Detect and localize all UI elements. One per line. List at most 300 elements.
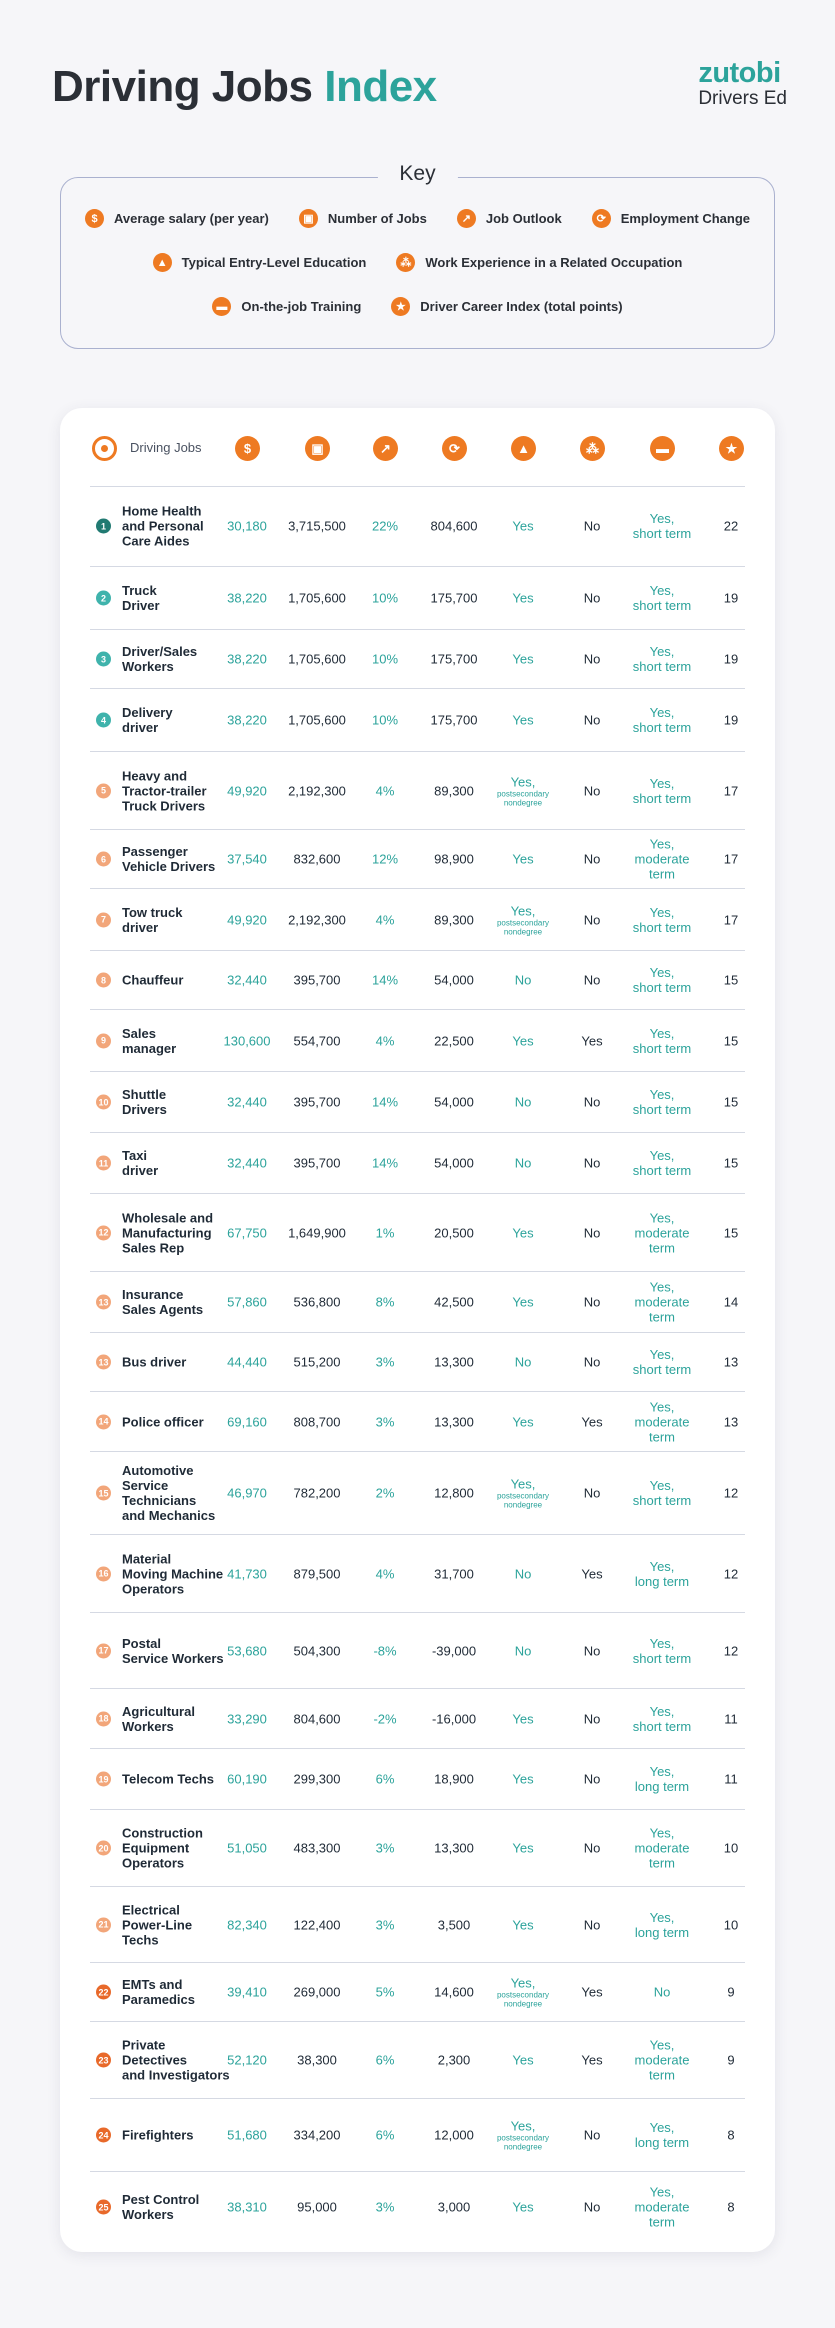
index-points: 15 <box>723 1033 739 1048</box>
employment-change: 18,900 <box>434 1771 474 1787</box>
index-points: 19 <box>723 651 739 667</box>
outlook-value: 3% <box>375 1917 395 1932</box>
training-value: No <box>653 1984 671 2000</box>
outlook-value: 1% <box>375 1225 395 1240</box>
employment-change: 804,600 <box>430 518 478 534</box>
key-item <box>457 209 562 228</box>
jobs-count: 38,300 <box>297 2052 337 2068</box>
rank-badge: 13 <box>96 1355 111 1370</box>
key-label: Job Outlook <box>485 211 562 226</box>
table-row <box>90 1689 745 1749</box>
index-points: 22 <box>723 518 739 534</box>
employment-change: 89,300 <box>434 783 474 798</box>
employment-change: 2,300 <box>437 2052 471 2068</box>
education-value <box>512 852 533 867</box>
salary-value: 46,970 <box>227 1485 267 1501</box>
table-header <box>90 436 745 492</box>
index-points: 8 <box>727 2127 735 2143</box>
index-points: 19 <box>723 590 739 606</box>
rank-badge: 11 <box>96 1156 111 1171</box>
jobs-count: 804,600 <box>293 1711 341 1726</box>
salary-value: 38,220 <box>227 712 267 728</box>
page-header <box>52 58 787 118</box>
education-label: No <box>514 1094 532 1110</box>
car-icon: ▬ <box>212 297 231 316</box>
salary-value: 69,160 <box>227 1414 267 1429</box>
jobs-count: 395,700 <box>293 1094 341 1110</box>
training-value: Yes, short term <box>632 1703 692 1734</box>
salary-value: 30,180 <box>227 518 267 534</box>
training-value: Yes, moderate term <box>634 1399 690 1444</box>
jobs-count: 1,705,600 <box>288 651 346 667</box>
table-row <box>90 1133 745 1194</box>
education-note: postsecondary nondegree <box>496 1491 550 1510</box>
job-title: Wholesale and Manufacturing Sales Rep <box>122 1210 214 1255</box>
training-value: Yes, short term <box>632 1478 692 1508</box>
rank-badge: 22 <box>96 1985 111 2000</box>
outlook-value: 8% <box>375 1294 395 1310</box>
trend-up-icon: ↗ <box>457 209 476 228</box>
table-row <box>90 1452 745 1535</box>
jobs-count: 334,200 <box>293 2127 341 2143</box>
salary-value: 38,220 <box>227 651 267 667</box>
salary-value: 32,440 <box>227 1155 267 1171</box>
experience-value: No <box>583 651 601 667</box>
experience-value: No <box>583 1155 601 1171</box>
experience-value: No <box>583 1711 601 1726</box>
experience-value: No <box>583 2127 601 2143</box>
rank-badge: 5 <box>96 783 111 798</box>
outlook-value: 6% <box>375 2052 395 2068</box>
rank-badge: 18 <box>96 1711 111 1726</box>
education-note: postsecondary nondegree <box>496 918 550 936</box>
employment-change: 12,800 <box>434 1485 474 1501</box>
rank-badge: 21 <box>96 1917 111 1932</box>
experience-value: Yes <box>581 1984 603 2000</box>
employment-change: 175,700 <box>430 590 478 606</box>
education-label: Yes <box>512 1917 534 1932</box>
employment-change: -39,000 <box>431 1643 477 1658</box>
job-title: Agricultural Workers <box>122 1703 195 1734</box>
education-label: No <box>514 1155 532 1171</box>
job-title: Private Detectives and Investigators <box>122 2037 230 2083</box>
outlook-value: 10% <box>371 590 399 606</box>
job-title: Bus driver <box>122 1354 187 1370</box>
training-value: Yes, short term <box>632 965 692 995</box>
rank-badge: 8 <box>96 973 111 988</box>
page-title <box>52 62 437 112</box>
index-points: 12 <box>723 1485 739 1501</box>
experience-value: No <box>583 1643 601 1658</box>
education-label: Yes <box>512 2199 534 2215</box>
rank-badge: 2 <box>96 591 111 606</box>
training-value: Yes, moderate term <box>634 1210 690 1255</box>
jobs-count: 536,800 <box>293 1294 341 1310</box>
rank-badge: 16 <box>96 1566 111 1581</box>
jobs-count: 808,700 <box>293 1414 341 1429</box>
salary-value: 49,920 <box>227 912 267 927</box>
rank-badge: 1 <box>96 519 111 534</box>
training-value: Yes, moderate term <box>634 836 690 882</box>
employment-change: 175,700 <box>430 651 478 667</box>
employment-change: 3,000 <box>437 2199 471 2215</box>
education-value <box>512 519 533 534</box>
salary-value: 67,750 <box>227 1225 267 1240</box>
experience-value: No <box>583 1917 601 1932</box>
jobs-count: 483,300 <box>293 1840 341 1856</box>
rank-badge: 24 <box>96 2128 111 2143</box>
table-row <box>90 1392 745 1452</box>
experience-value: No <box>583 851 601 867</box>
jobs-count: 1,649,900 <box>288 1225 346 1240</box>
key-label: Average salary (per year) <box>114 211 269 226</box>
job-title: Driver/Sales Workers <box>122 644 198 674</box>
table-row <box>90 1010 745 1072</box>
training-value: Yes, long term <box>634 1909 690 1940</box>
rank-badge: 4 <box>96 713 111 728</box>
outlook-value: 14% <box>371 972 399 988</box>
table-row <box>90 1810 745 1887</box>
index-points: 8 <box>727 2199 735 2215</box>
education-label: Yes, <box>510 1975 536 1991</box>
education-label: Yes <box>512 712 534 728</box>
education-value <box>515 1566 532 1581</box>
key-label: Number of Jobs <box>327 211 427 226</box>
experience-value: No <box>583 1294 601 1310</box>
education-label: Yes, <box>510 903 536 918</box>
rank-badge: 20 <box>96 1841 111 1856</box>
salary-value: 37,540 <box>227 851 267 867</box>
rank-badge: 7 <box>96 912 111 927</box>
trend-up-icon: ↗ <box>373 436 398 461</box>
salary-value: 51,050 <box>227 1840 267 1856</box>
index-points: 11 <box>724 1711 738 1726</box>
rank-badge: 13 <box>96 1295 111 1310</box>
refresh-icon: ⟳ <box>442 436 467 461</box>
salary-value: 57,860 <box>227 1294 267 1310</box>
jobs-count: 832,600 <box>293 851 341 867</box>
education-value <box>512 1711 533 1726</box>
table-row <box>90 2172 745 2242</box>
table-row <box>90 486 745 567</box>
employment-change: 22,500 <box>434 1033 474 1048</box>
key-item <box>299 209 427 228</box>
education-value <box>515 1355 532 1370</box>
education-note: postsecondary nondegree <box>496 1990 550 2009</box>
education-value <box>512 1917 533 1932</box>
experience-value: Yes <box>581 1414 603 1429</box>
training-value: Yes, moderate term <box>634 1279 690 1325</box>
jobs-count: 1,705,600 <box>288 712 346 728</box>
jobs-count: 395,700 <box>293 1155 341 1171</box>
education-value <box>512 2200 533 2215</box>
outlook-value: 6% <box>375 1771 395 1787</box>
employment-change: 3,500 <box>437 1917 471 1932</box>
training-value: Yes, short term <box>632 1025 692 1056</box>
jobs-count: 395,700 <box>293 972 341 988</box>
rank-badge: 3 <box>96 652 111 667</box>
training-value: Yes, short term <box>632 904 692 935</box>
steering-wheel-icon <box>92 436 117 461</box>
rank-badge: 12 <box>96 1225 111 1240</box>
rank-badge: 25 <box>96 2200 111 2215</box>
education-label: Yes <box>512 1771 534 1787</box>
experience-value: No <box>583 1354 601 1370</box>
dollar-icon: $ <box>235 436 260 461</box>
index-points: 15 <box>723 972 739 988</box>
education-note: postsecondary nondegree <box>496 2133 550 2152</box>
job-title: Shuttle Drivers <box>122 1087 167 1117</box>
table-row <box>90 2022 745 2099</box>
education-label: Yes <box>512 851 534 867</box>
training-value: Yes, long term <box>634 1558 690 1589</box>
experience-value: No <box>583 1771 601 1787</box>
index-points: 12 <box>723 1566 739 1581</box>
experience-value: No <box>583 912 601 927</box>
employment-change: 54,000 <box>434 972 474 988</box>
education-value <box>512 713 533 728</box>
education-label: Yes <box>512 1033 534 1048</box>
table-body <box>90 486 745 2242</box>
key-row <box>61 297 774 316</box>
education-value <box>512 591 533 606</box>
training-value: Yes, short term <box>632 1087 692 1117</box>
jobs-count: 299,300 <box>293 1771 341 1787</box>
table-row <box>90 2099 745 2172</box>
outlook-value: 4% <box>375 912 395 927</box>
experience-value: No <box>583 783 601 798</box>
rank-badge: 6 <box>96 852 111 867</box>
star-icon: ★ <box>719 436 744 461</box>
key-row <box>61 253 774 272</box>
graduation-cap-icon: ▲ <box>511 436 536 461</box>
salary-value: 51,680 <box>227 2127 267 2143</box>
job-title: Firefighters <box>122 2127 194 2143</box>
outlook-value: 22% <box>371 518 399 534</box>
key-label: Typical Entry-Level Education <box>181 255 367 270</box>
education-value <box>512 2053 533 2068</box>
experience-value: No <box>583 2199 601 2215</box>
education-label: Yes <box>512 1711 534 1726</box>
education-label: Yes <box>512 651 534 667</box>
job-title: Postal Service Workers <box>122 1635 224 1666</box>
education-value <box>515 1643 532 1658</box>
experience-value: Yes <box>581 1033 603 1048</box>
outlook-value: 5% <box>375 1984 395 2000</box>
salary-value: 52,120 <box>227 2052 267 2068</box>
job-title: Taxi driver <box>122 1148 159 1178</box>
jobs-count: 122,400 <box>293 1917 341 1932</box>
rank-badge: 15 <box>96 1486 111 1501</box>
education-label: Yes <box>512 1414 534 1429</box>
table-row <box>90 1194 745 1272</box>
jobs-count: 879,500 <box>293 1566 341 1581</box>
table-row <box>90 889 745 951</box>
education-label: Yes <box>512 1225 534 1240</box>
education-label: Yes <box>512 1294 534 1310</box>
dollar-icon: $ <box>85 209 104 228</box>
education-label: Yes <box>512 2052 534 2068</box>
job-title: Home Health and Personal Care Aides <box>122 503 204 549</box>
salary-value: 82,340 <box>227 1917 267 1932</box>
experience-value: No <box>583 590 601 606</box>
education-value <box>497 774 549 807</box>
job-title: Telecom Techs <box>122 1771 214 1787</box>
education-label: No <box>514 1643 532 1658</box>
index-points: 15 <box>723 1094 739 1110</box>
zutobi-logo[interactable] <box>698 58 787 110</box>
table-row <box>90 1272 745 1333</box>
job-title: Insurance Sales Agents <box>122 1287 204 1317</box>
key-label: Work Experience in a Related Occupation <box>425 255 683 270</box>
key-label: On-the-job Training <box>241 299 362 314</box>
table-row <box>90 1535 745 1613</box>
jobs-count: 782,200 <box>293 1485 341 1501</box>
salary-value: 33,290 <box>227 1711 267 1726</box>
education-label: Yes, <box>510 1476 536 1492</box>
job-title: Truck Driver <box>122 583 160 613</box>
job-title: Material Moving Machine Operators <box>122 1551 224 1596</box>
employment-change: 175,700 <box>430 712 478 728</box>
outlook-value: 4% <box>375 1033 395 1048</box>
experience-value: No <box>583 1225 601 1240</box>
key-item <box>592 209 750 228</box>
job-title: Electrical Power-Line Techs <box>122 1902 193 1947</box>
salary-value: 38,220 <box>227 590 267 606</box>
index-points: 17 <box>723 783 739 798</box>
briefcase-icon: ▣ <box>305 436 330 461</box>
rank-badge: 17 <box>96 1643 111 1658</box>
key-item <box>212 297 361 316</box>
logo-brand: zutobi <box>698 57 781 89</box>
network-icon: ⁂ <box>396 253 415 272</box>
index-points: 15 <box>723 1155 739 1171</box>
jobs-count: 504,300 <box>293 1643 341 1658</box>
table-row <box>90 630 745 689</box>
training-value: Yes, short term <box>632 705 692 735</box>
table-row <box>90 689 745 752</box>
outlook-value: -2% <box>373 1711 397 1726</box>
index-points: 9 <box>727 1984 735 2000</box>
index-points: 14 <box>723 1294 739 1310</box>
outlook-value: 14% <box>371 1094 399 1110</box>
column-header-driving-jobs: Driving Jobs <box>130 440 202 455</box>
job-title: Heavy and Tractor-trailer Truck Drivers <box>122 768 207 813</box>
outlook-value: 2% <box>375 1485 395 1501</box>
outlook-value: 4% <box>375 1566 395 1581</box>
experience-value: No <box>583 972 601 988</box>
education-value <box>515 973 532 988</box>
table-row <box>90 830 745 889</box>
key-item <box>391 297 622 316</box>
training-value: Yes, short term <box>632 1148 692 1178</box>
education-value <box>512 1414 533 1429</box>
job-title: Police officer <box>122 1414 204 1429</box>
training-value: Yes, long term <box>634 2120 690 2150</box>
education-label: Yes <box>512 518 534 534</box>
briefcase-icon: ▣ <box>299 209 318 228</box>
outlook-value: -8% <box>373 1643 397 1658</box>
key-row <box>61 209 774 228</box>
outlook-value: 10% <box>371 651 399 667</box>
employment-change: 20,500 <box>434 1225 474 1240</box>
salary-value: 60,190 <box>227 1771 267 1787</box>
outlook-value: 4% <box>375 783 395 798</box>
rank-badge: 9 <box>96 1033 111 1048</box>
education-value <box>515 1095 532 1110</box>
network-icon: ⁂ <box>580 436 605 461</box>
employment-change: 31,700 <box>434 1566 474 1581</box>
education-value <box>515 1156 532 1171</box>
job-title: Chauffeur <box>122 972 184 988</box>
key-item <box>396 253 682 272</box>
employment-change: 42,500 <box>434 1294 474 1310</box>
index-points: 13 <box>723 1414 739 1429</box>
jobs-table-card <box>60 408 775 2252</box>
logo-subtitle: Drivers Ed <box>698 88 787 109</box>
employment-change: 13,300 <box>434 1414 474 1429</box>
table-row <box>90 1887 745 1963</box>
jobs-count: 2,192,300 <box>288 912 346 927</box>
education-value <box>497 2119 549 2152</box>
employment-change: 98,900 <box>434 851 474 867</box>
job-title: Pest Control Workers <box>122 2192 200 2222</box>
table-row <box>90 1072 745 1133</box>
salary-value: 32,440 <box>227 972 267 988</box>
education-value <box>512 652 533 667</box>
salary-value: 39,410 <box>227 1984 267 2000</box>
key-legend <box>60 162 775 349</box>
index-points: 17 <box>723 851 739 867</box>
education-note: postsecondary nondegree <box>496 789 550 807</box>
outlook-value: 3% <box>375 2199 395 2215</box>
index-points: 12 <box>723 1643 739 1658</box>
jobs-count: 1,705,600 <box>288 590 346 606</box>
job-title: Construction Equipment Operators <box>122 1825 203 1871</box>
jobs-count: 3,715,500 <box>288 518 346 534</box>
training-value: Yes, short term <box>632 1635 692 1666</box>
star-icon: ★ <box>391 297 410 316</box>
training-value: Yes, moderate term <box>634 1825 690 1871</box>
key-label: Driver Career Index (total points) <box>420 299 623 314</box>
table-row <box>90 1749 745 1810</box>
index-points: 10 <box>723 1840 739 1856</box>
key-item <box>153 253 367 272</box>
key-title: Key <box>377 162 457 186</box>
refresh-icon: ⟳ <box>592 209 611 228</box>
employment-change: 12,000 <box>434 2127 474 2143</box>
index-points: 9 <box>727 2052 735 2068</box>
salary-value: 44,440 <box>227 1354 267 1370</box>
jobs-count: 95,000 <box>297 2199 337 2215</box>
experience-value: No <box>583 712 601 728</box>
education-label: Yes, <box>510 774 536 789</box>
key-label: Employment Change <box>620 211 750 226</box>
table-row <box>90 567 745 630</box>
rank-badge: 23 <box>96 2053 111 2068</box>
education-value <box>512 1295 533 1310</box>
table-row <box>90 1613 745 1689</box>
education-label: No <box>514 972 532 988</box>
education-value <box>512 1033 533 1048</box>
experience-value: No <box>583 518 601 534</box>
outlook-value: 6% <box>375 2127 395 2143</box>
experience-value: Yes <box>581 1566 603 1581</box>
outlook-value: 3% <box>375 1354 395 1370</box>
education-label: No <box>514 1566 532 1581</box>
index-points: 19 <box>723 712 739 728</box>
experience-value: No <box>583 1840 601 1856</box>
